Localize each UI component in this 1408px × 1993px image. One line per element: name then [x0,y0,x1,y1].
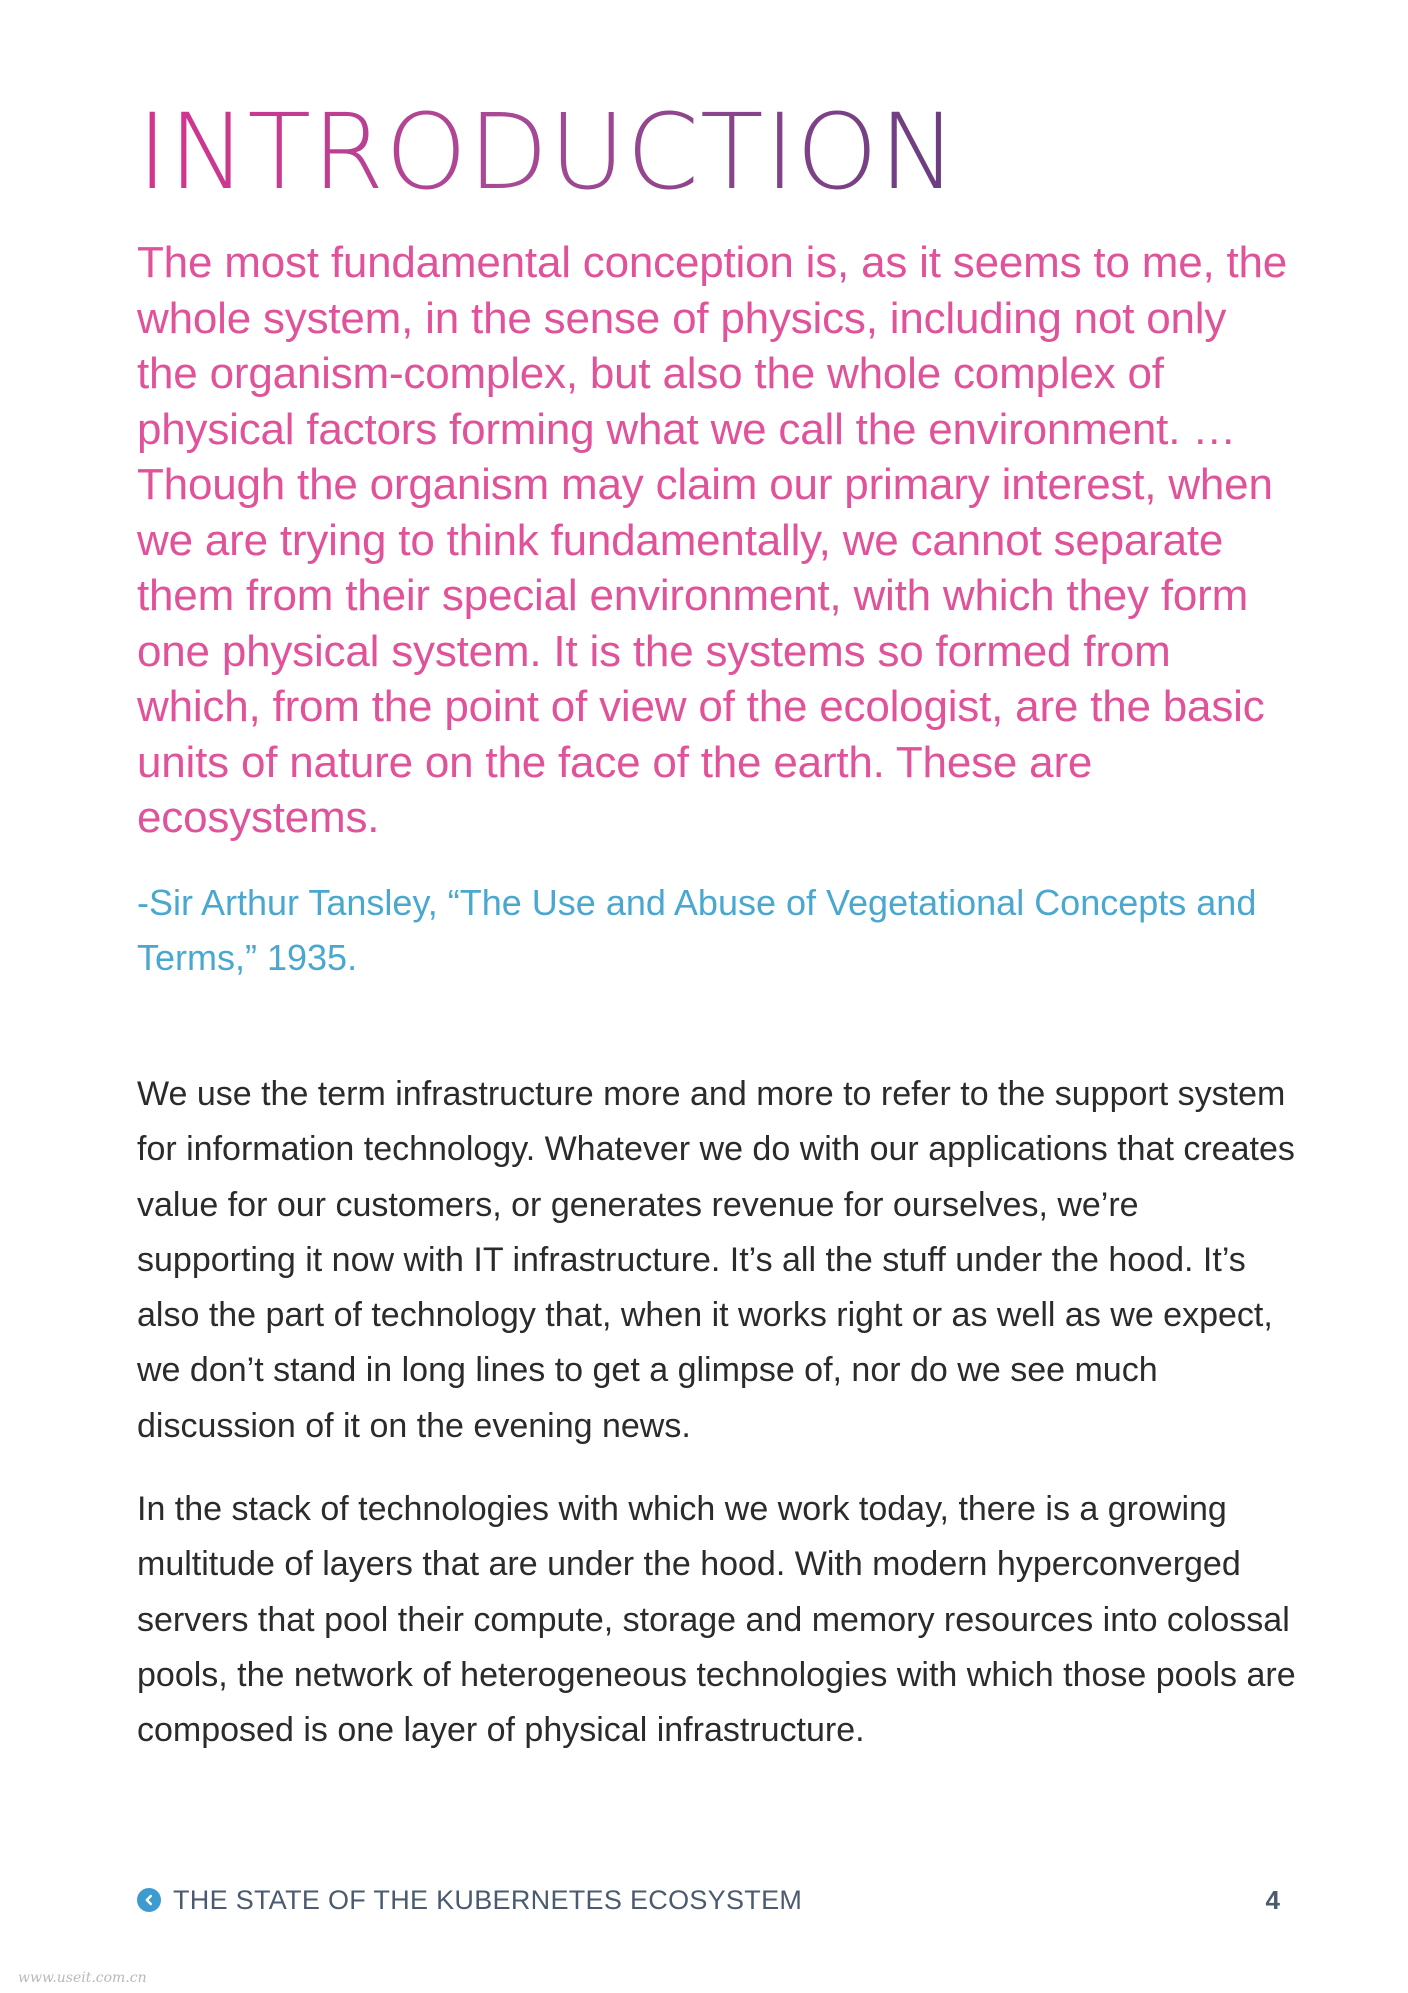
quote-attribution: -Sir Arthur Tansley, “The Use and Abuse of Vegetational Concepts and Terms,” 1935. [137,882,1257,978]
page-title: INTRODUCTION [137,91,958,213]
footer-publication-title[interactable]: THE STATE OF THE KUBERNETES ECOSYSTEM [173,1884,803,1915]
watermark: www.useit.com.cn [18,1970,147,1986]
chevron-left-circle-icon[interactable] [137,1888,161,1912]
footer-back-link[interactable] [137,1885,802,1916]
body-paragraph-1: We use the term infrastructure more and more to refer to the support system for information technology. Whatever we do with our applications that creates value for our customers, or generates revenue for ourselves, we’re supporting it now with IT infrastructure. It’s all the stuff under the hood. It’s also the part of technology that, when it works right or as well as we expect, we don’t stand in long lines to get a glimpse of, nor do we see much discussion of it on the evening news. [137,1075,1295,1445]
page-footer [137,1882,1280,1918]
body-paragraph-2: In the stack of technologies with which we work today, there is a growing multitude of layers that are under the hood. With modern hyperconverged servers that pool their compute, storage and memory resources into colossal pools, the network of heterogeneous technologies with which those pools are composed is one layer of physical infrastructure. [137,1490,1296,1750]
page-number: 4 [1265,1884,1280,1915]
epigraph-quote: The most fundamental conception is, as it seems to me, the whole system, in the sense of physics, including not only the organism-complex, but also the whole complex of physical factors forming what we call the environment. … Though the organism may claim our primary interest, when we are trying to think fundamentally, we cannot separate them from their special environment, with which they form one physical system. It is the systems so formed from which, from the point of view of the ecologist, are the basic units of nature on the face of the earth. These are ecosystems. [137,238,1288,842]
